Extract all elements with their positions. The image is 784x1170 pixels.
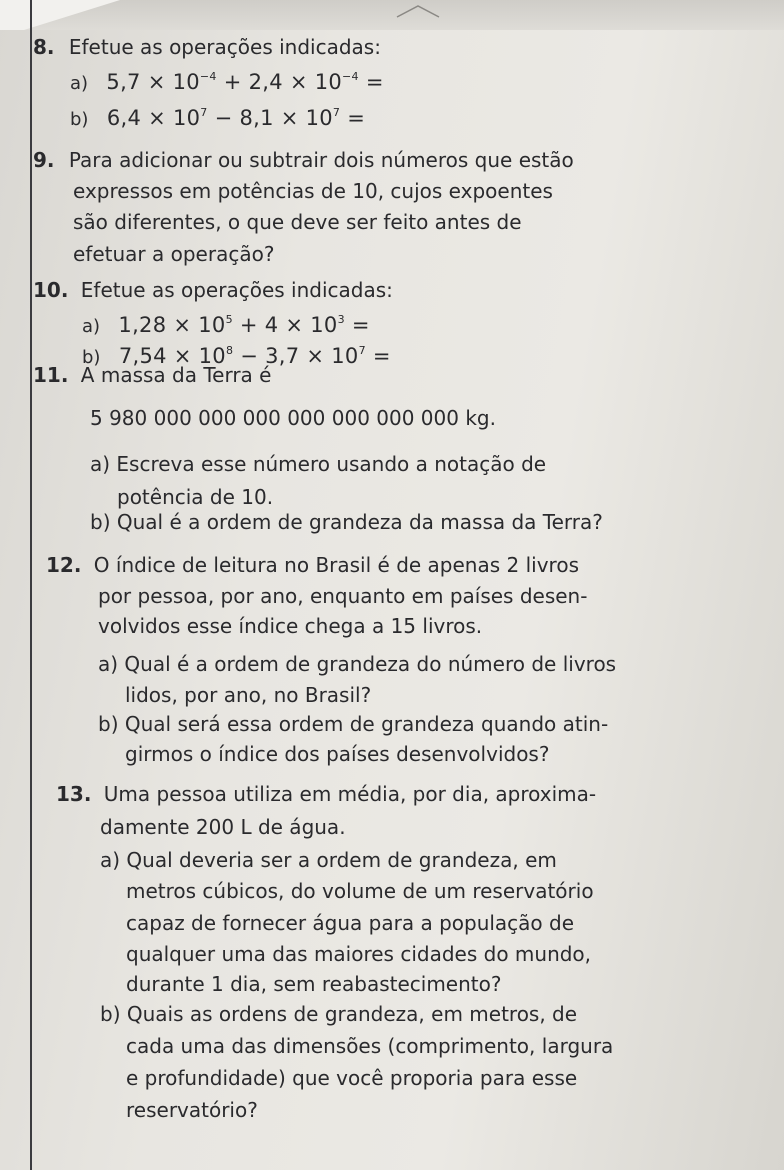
question-text-line: volvidos esse índice chega a 15 livros. [98,614,483,638]
item-b-line: cada uma das dimensões (comprimento, largura [126,1034,614,1058]
page-top-edge [0,0,784,30]
question-text-line: A massa da Terra é [80,363,272,387]
item-a-line: lidos, por ano, no Brasil? [125,683,372,707]
question-number: 10. [33,278,69,302]
item-b-line: girmos o índice dos países desenvolvidos? [125,742,550,766]
item-b: b) $6,4 \times 10^7 - 8,1 \times 10^7$ = [70,106,366,130]
paper-fold-mark [395,4,441,18]
paper-corner [0,0,120,30]
item-b: b) $7,54 \times 10^8 - 3,7 \times 10^7$ = [82,344,391,368]
item-a-line: metros cúbicos, do volume de um reservatório [126,879,594,903]
question-title: Efetue as operações indicadas: [80,278,393,302]
question-text-line: por pessoa, por ano, enquanto em países desen- [98,584,588,608]
item-a-line: a) Qual é a ordem de grandeza do número de livros [98,652,617,676]
question-text-line: O índice de leitura no Brasil é de apenas 2 livros [93,553,579,577]
question-number: 13. [56,782,92,806]
item-a-line: qualquer uma das maiores cidades do mundo, [126,942,592,966]
question-text-line: Para adicionar ou subtrair dois números que estão [68,148,574,172]
item-a-line: a) Escreva esse número usando a notação de [90,452,547,476]
question-text-line: Uma pessoa utiliza em média, por dia, aproxima- [103,782,597,806]
item-a: a) $5,7 \times 10^{-4} + 2,4 \times 10^{-4}$ = [70,70,384,94]
item-a-line: potência de 10. [117,485,274,509]
item-b-line: b) Qual é a ordem de grandeza da massa da Terra? [90,510,603,534]
question-title: Efetue as operações indicadas: [68,35,381,59]
item-b-line: e profundidade) que você proporia para esse [126,1066,578,1090]
item-b-line: b) Quais as ordens de grandeza, em metros, de [100,1002,578,1026]
question-number: 8. [33,35,55,59]
item-b-line: b) Qual será essa ordem de grandeza quando atin- [98,712,609,736]
item-a: a) $1,28 \times 10^5 + 4 \times 10^3$ = [82,313,370,337]
earth-mass-value: 5 980 000 000 000 000 000 000 000 kg. [90,406,496,430]
question-text-line: damente 200 L de água. [100,815,346,839]
question-number: 9. [33,148,55,172]
item-b-line: reservatório? [126,1098,258,1122]
item-a-line: capaz de fornecer água para a população de [126,911,575,935]
item-a-line: a) Qual deveria ser a ordem de grandeza, em [100,848,557,872]
page-margin-line [30,0,32,1170]
item-a-line: durante 1 dia, sem reabastecimento? [126,972,502,996]
question-number: 11. [33,363,69,387]
question-text-line: efetuar a operação? [73,242,275,266]
question-text-line: expressos em potências de 10, cujos expoentes [73,179,553,203]
question-text-line: são diferentes, o que deve ser feito antes de [73,210,522,234]
question-number: 12. [46,553,82,577]
